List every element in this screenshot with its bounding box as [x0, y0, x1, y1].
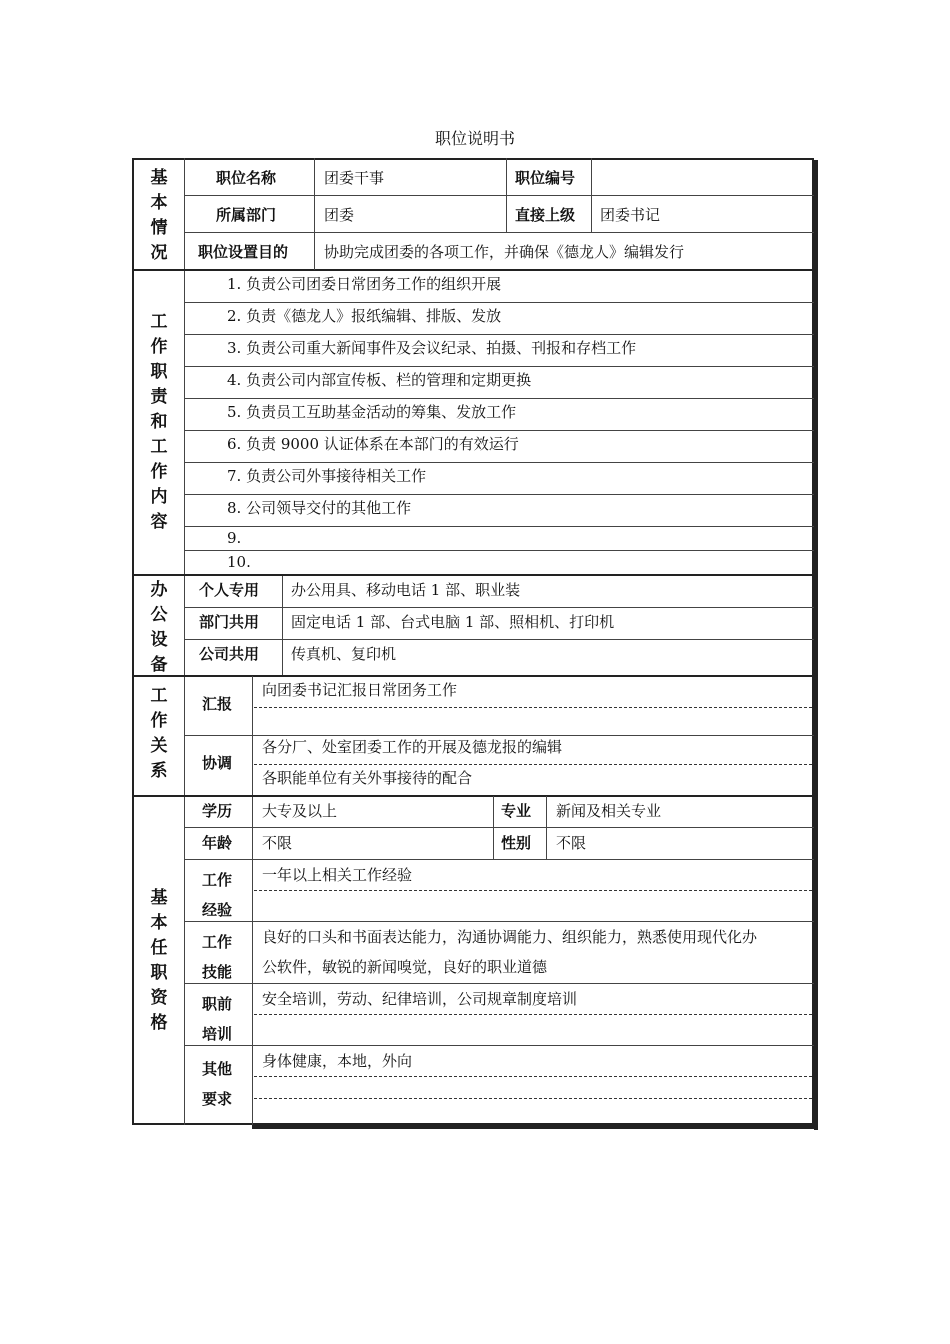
row-line — [184, 195, 814, 196]
gender-label: 性别 — [501, 834, 532, 852]
major-value: 新闻及相关专业 — [556, 802, 662, 820]
training-label: 职前培训 — [202, 995, 233, 1043]
duty-item: 6. 负责 9000 认证体系在本部门的有效运行 — [227, 435, 519, 453]
col-line — [314, 158, 315, 270]
document-title: 职位说明书 — [434, 129, 515, 148]
section-qualifications-label: 基本任职资格 — [150, 888, 168, 1033]
dashed-line — [254, 1098, 812, 1099]
section-line — [132, 795, 814, 797]
row-line — [184, 334, 814, 335]
education-label: 学历 — [202, 802, 233, 820]
table-shadow-right — [814, 160, 818, 1130]
section-line — [132, 675, 814, 677]
report-line: 向团委书记汇报日常团务工作 — [262, 681, 458, 699]
row-line — [184, 921, 814, 922]
dashed-line — [254, 764, 812, 765]
dashed-line — [254, 707, 812, 708]
equipment-label: 个人专用 — [199, 581, 260, 599]
row-line — [184, 827, 814, 828]
row-line — [184, 859, 814, 860]
row-line — [184, 735, 814, 736]
duty-item: 2. 负责《德龙人》报纸编辑、排版、发放 — [227, 307, 502, 325]
row-line — [184, 607, 814, 608]
equipment-label: 公司共用 — [199, 645, 260, 663]
row-line — [184, 462, 814, 463]
skills-value-line1: 良好的口头和书面表达能力，沟通协调能力、组织能力，熟悉使用现代化办 — [262, 928, 758, 946]
duty-item: 1. 负责公司团委日常团务工作的组织开展 — [227, 275, 502, 293]
training-value: 安全培训，劳动、纪律培训，公司规章制度培训 — [262, 990, 578, 1008]
duty-item: 3. 负责公司重大新闻事件及会议纪录、拍摄、刊报和存档工作 — [227, 339, 637, 357]
section-line — [132, 574, 814, 576]
equipment-value: 固定电话 1 部、台式电脑 1 部、照相机、打印机 — [291, 613, 615, 631]
section-equipment-label: 办公设备 — [150, 580, 168, 675]
purpose-value: 协助完成团委的各项工作，并确保《德龙人》编辑发行 — [324, 243, 685, 261]
age-label: 年龄 — [202, 834, 233, 852]
row-line — [184, 526, 814, 527]
dashed-line — [254, 1014, 812, 1015]
section-divider — [184, 158, 185, 1125]
equipment-value: 传真机、复印机 — [291, 645, 397, 663]
major-label: 专业 — [501, 802, 532, 820]
department-label: 所属部门 — [216, 206, 277, 224]
row-line — [184, 430, 814, 431]
equipment-label: 部门共用 — [199, 613, 260, 631]
supervisor-value: 团委书记 — [600, 206, 661, 224]
equipment-value: 办公用具、移动电话 1 部、职业装 — [291, 581, 521, 599]
col-line — [282, 576, 283, 675]
education-value: 大专及以上 — [262, 802, 338, 820]
row-line — [184, 639, 814, 640]
gender-value: 不限 — [556, 834, 587, 852]
section-duties-label: 工作职责和工作内容 — [150, 312, 168, 532]
row-line — [184, 232, 814, 233]
coordinate-label: 协调 — [202, 754, 233, 772]
row-line — [184, 302, 814, 303]
position-name-label: 职位名称 — [216, 169, 277, 187]
table-shadow-bottom — [252, 1125, 818, 1129]
row-line — [184, 550, 814, 551]
col-line — [591, 158, 592, 232]
section-basic-label: 基本情况 — [150, 168, 168, 263]
row-line — [184, 398, 814, 399]
duty-item: 4. 负责公司内部宣传板、栏的管理和定期更换 — [227, 371, 532, 389]
position-code-label: 职位编号 — [515, 169, 576, 187]
supervisor-label: 直接上级 — [515, 206, 576, 224]
purpose-label: 职位设置目的 — [198, 243, 289, 261]
col-line — [506, 158, 507, 232]
report-label: 汇报 — [202, 695, 233, 713]
row-line — [184, 494, 814, 495]
duty-item: 7. 负责公司外事接待相关工作 — [227, 467, 427, 485]
other-requirements-value: 身体健康，本地，外向 — [262, 1052, 413, 1070]
skills-label: 工作技能 — [202, 933, 233, 981]
row-line — [184, 983, 814, 984]
section-relations-label: 工作关系 — [150, 686, 168, 781]
duty-item: 9. — [227, 529, 242, 547]
other-requirements-label: 其他要求 — [202, 1060, 233, 1108]
col-line — [546, 796, 547, 859]
experience-label: 工作经验 — [202, 871, 233, 919]
dashed-line — [254, 890, 812, 891]
coordinate-line: 各职能单位有关外事接待的配合 — [262, 769, 473, 787]
position-name-value: 团委干事 — [324, 169, 385, 187]
experience-value: 一年以上相关工作经验 — [262, 866, 413, 884]
row-line — [184, 366, 814, 367]
age-value: 不限 — [262, 834, 293, 852]
coordinate-line: 各分厂、处室团委工作的开展及德龙报的编辑 — [262, 738, 563, 756]
duty-item: 10. — [227, 553, 251, 571]
skills-value-line2: 公软件，敏锐的新闻嗅觉，良好的职业道德 — [262, 958, 548, 976]
section-line — [132, 269, 814, 271]
col-line — [252, 676, 253, 1125]
duty-item: 8. 公司领导交付的其他工作 — [227, 499, 412, 517]
duty-item: 5. 负责员工互助基金活动的筹集、发放工作 — [227, 403, 517, 421]
job-description-table — [132, 158, 818, 1132]
department-value: 团委 — [324, 206, 355, 224]
col-line — [493, 796, 494, 859]
row-line — [184, 1045, 814, 1046]
dashed-line — [254, 1076, 812, 1077]
